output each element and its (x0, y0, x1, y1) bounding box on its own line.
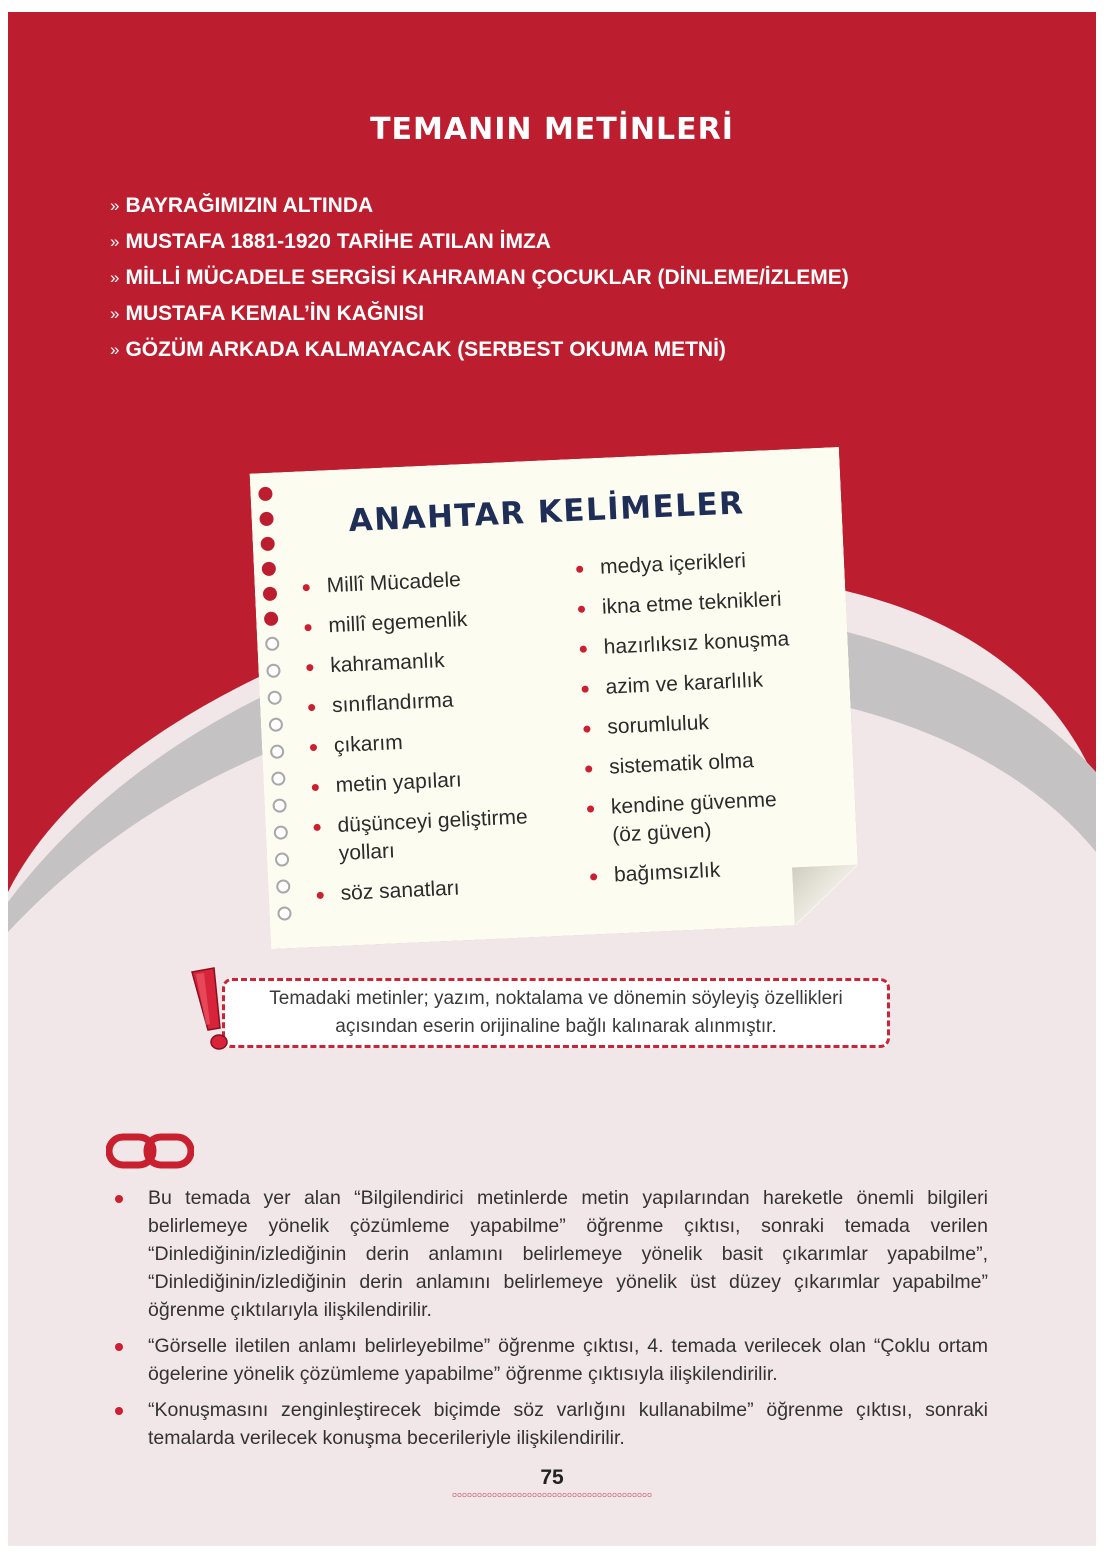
binding-ring (276, 879, 291, 894)
chain-link-icon (106, 1132, 194, 1170)
binding-hole (262, 562, 277, 577)
outcome-list (108, 1184, 988, 1460)
keyword-item: kendine güvenme (öz güven) (584, 785, 792, 850)
outcome-item: “Görselle iletilen anlamı belirleyebilme” öğrenme çıktısı, 4. temada verilecek olan “Çoklu ortam ögelerine yönelik çözümleme yapabilme” öğrenme çıktısıyla ilişkilendirilir. (108, 1332, 988, 1388)
theme-text-item (110, 224, 849, 260)
exclamation-icon (188, 966, 234, 1052)
keyword-item: çıkarım (307, 721, 568, 761)
binding-hole (263, 587, 278, 602)
double-chevron-icon: » (110, 196, 120, 215)
theme-text-item (110, 332, 849, 368)
binding-ring (266, 663, 281, 678)
theme-text-item (110, 188, 849, 224)
outcome-item: Bu temada yer alan “Bilgilendirici metinlerde metin yapılarından hareketle önemli bilgileri belirlemeye yönelik çözümleme yapabilme” öğrenme çıktısı, sonraki temada verilen “Dinlediğinin/izlediğinin derin anlamını belirlemeye yönelik basit çıkarımlar yapabilme”, “Dinlediğinin/izlediğinin derin anlamını belirlemeye yönelik üst düzey çıkarımlar yapabilme” öğrenme çıktılarıyla ilişkilendirilir. (108, 1184, 988, 1324)
double-chevron-icon: » (110, 268, 120, 287)
binding-ring (267, 690, 282, 705)
binding-hole (258, 487, 273, 502)
keyword-item: düşünceyi geliştirme yolları (311, 803, 539, 869)
theme-text-list (110, 188, 849, 368)
theme-text-item (110, 296, 849, 332)
binding-ring (269, 717, 284, 732)
keywords-note-card (250, 447, 861, 949)
keyword-item: millî egemenlik (302, 602, 563, 642)
binding-hole (264, 611, 279, 626)
keyword-item: metin yapıları (309, 761, 570, 801)
keyword-item: kahramanlık (304, 642, 565, 682)
callout-text: Temadaki metinler; yazım, noktalama ve dönemin söyleyiş özellikleri açısından eserin orijinaline bağlı kalınarak alınmıştır. (269, 988, 843, 1037)
keywords-title: ANAHTAR KELİMELER (347, 485, 746, 540)
double-chevron-icon: » (110, 340, 120, 359)
theme-text-label: GÖZÜM ARKADA KALMAYACAK (SERBEST OKUMA METNİ) (125, 338, 726, 361)
theme-text-label: BAYRAĞIMIZIN ALTINDA (125, 194, 374, 217)
page-number-ornament (452, 1492, 652, 1498)
binding-ring (272, 798, 287, 813)
double-chevron-icon: » (110, 232, 120, 251)
keywords-left-column (300, 562, 576, 921)
binding-ring (274, 825, 289, 840)
keyword-item: sorumluluk (581, 704, 832, 743)
keyword-item: hazırlıksız konuşma (577, 624, 828, 663)
theme-text-label: MUSTAFA KEMAL’İN KAĞNISI (125, 302, 425, 325)
page-number: 75 (540, 1466, 564, 1489)
binding-ring (270, 744, 285, 759)
page (8, 12, 1096, 1546)
keyword-item: söz sanatları (314, 869, 575, 909)
outcome-item: “Konuşmasını zenginleştirecek biçimde söz varlığını kullanabilme” öğrenme çıktısı, sonraki temalarda verilecek konuşma becerileriyle ilişkilendirilir. (108, 1396, 988, 1452)
binding-ring (277, 906, 292, 921)
binding-ring (265, 636, 280, 651)
info-callout (222, 978, 890, 1048)
keyword-item: Millî Mücadele (300, 562, 561, 602)
keyword-item: medya içerikleri (574, 544, 825, 583)
theme-text-label: MİLLİ MÜCADELE SERGİSİ KAHRAMAN ÇOCUKLAR (DİNLEME/İZLEME) (125, 266, 849, 289)
double-chevron-icon: » (110, 304, 120, 323)
keyword-item: bağımsızlık (588, 851, 839, 890)
keyword-item: sistematik olma (583, 743, 834, 782)
keyword-item: azim ve kararlılık (579, 664, 830, 703)
keywords-right-column (574, 544, 840, 903)
binding-ring (275, 852, 290, 867)
keyword-item: ikna etme teknikleri (575, 584, 826, 623)
binding-ring (271, 771, 286, 786)
keyword-item: sınıflandırma (306, 682, 567, 722)
theme-text-item (110, 260, 849, 296)
theme-title: TEMANIN METİNLERİ (370, 112, 734, 147)
theme-text-label: MUSTAFA 1881-1920 TARİHE ATILAN İMZA (125, 230, 551, 253)
